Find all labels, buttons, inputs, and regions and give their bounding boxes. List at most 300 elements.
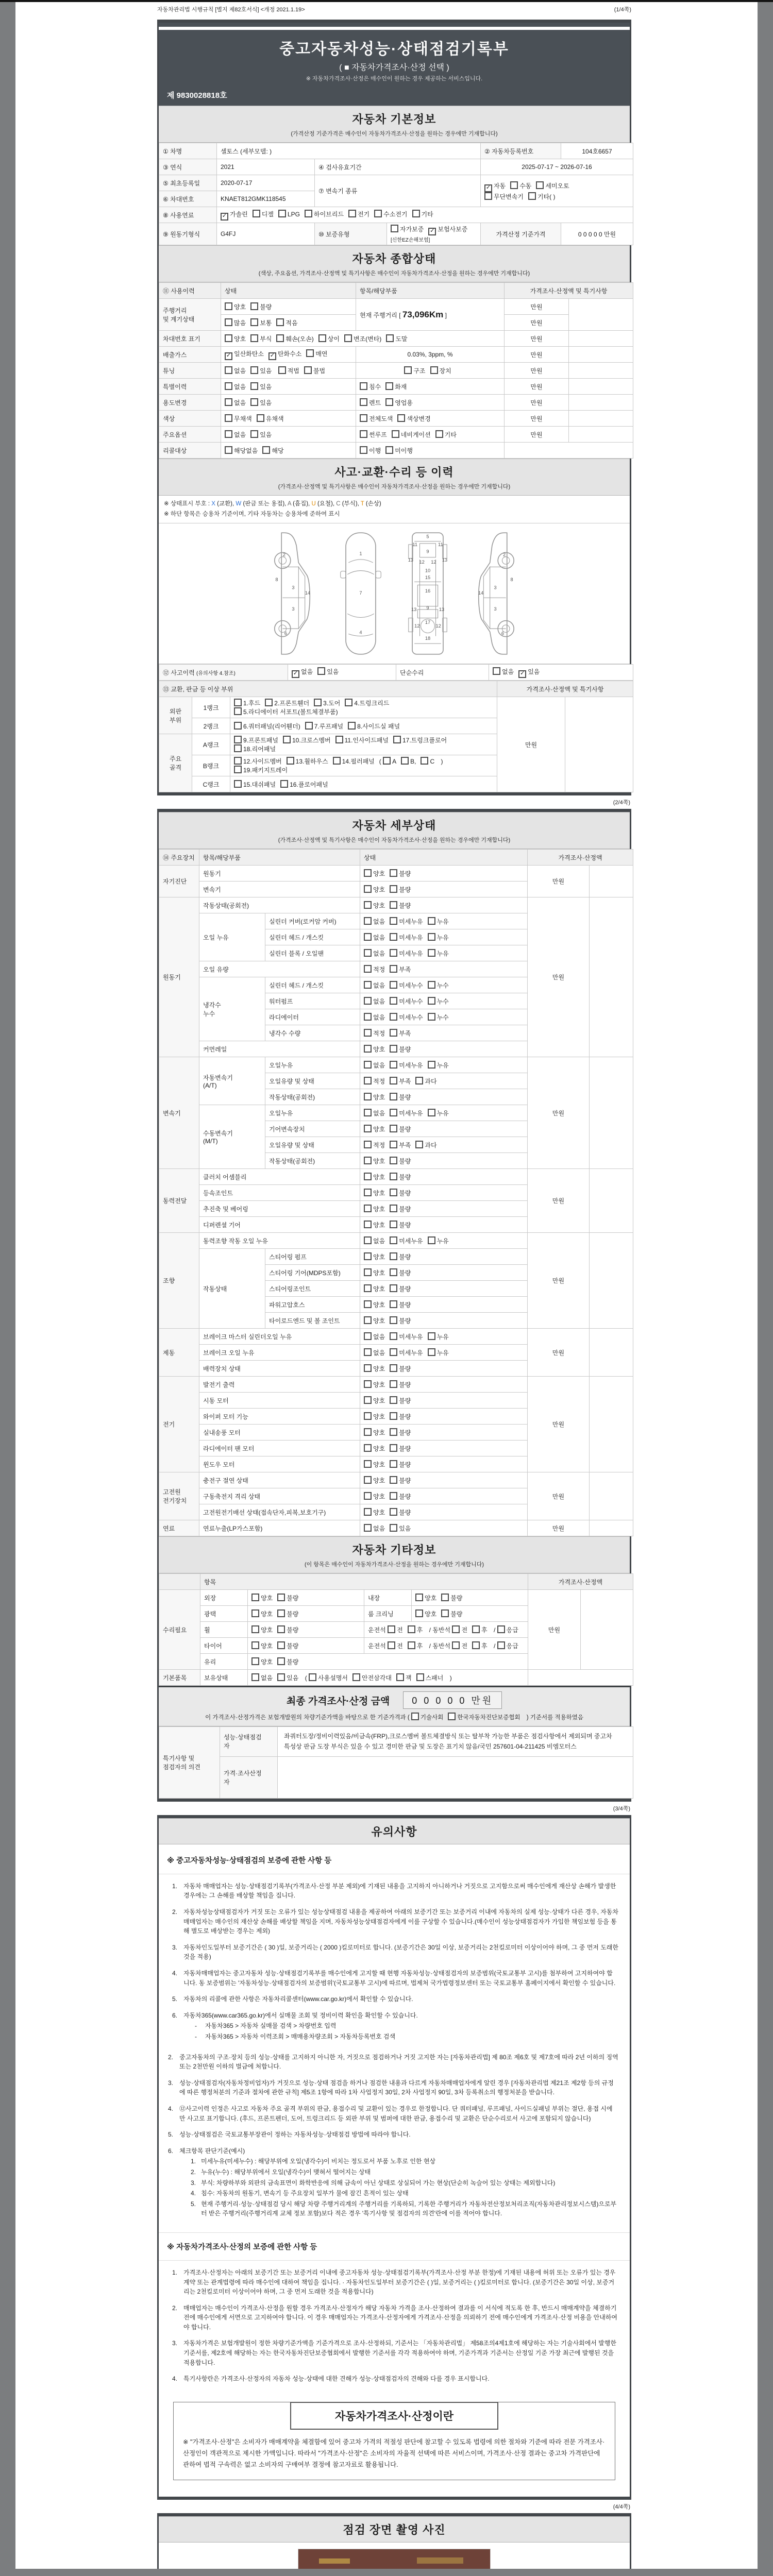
text: A랭크 [203, 741, 220, 749]
empty-box-icon [257, 414, 264, 422]
table-cell [265, 993, 360, 1009]
empty-box-icon [397, 414, 405, 422]
table-cell [590, 1329, 633, 1377]
checkbox-양호 [364, 1125, 385, 1133]
checkbox-label: 전기 [357, 210, 370, 218]
checkbox-미세누수 [390, 997, 423, 1006]
text: 상태 [225, 287, 237, 295]
checkbox-label: 누수 [436, 981, 449, 989]
final-price-note [164, 1713, 625, 1721]
empty-box-icon [280, 780, 288, 788]
checkbox-17.트렁크플로어 [393, 736, 447, 744]
text: (판금 또는 용접), [241, 501, 288, 507]
section-subtitle: (가격산정 기준가격은 매수인이 자동차가격조사·산정을 원하는 경우에만 기재합니다) [291, 131, 498, 137]
checkbox-label: 양호 [373, 1253, 385, 1261]
text: 휠 [204, 1626, 210, 1634]
text: ⑧ 사용연료 [163, 211, 194, 219]
document-page [15, 2, 758, 2569]
empty-box-icon [364, 933, 372, 941]
empty-box-icon [428, 997, 435, 1005]
checkbox-한국자동차진단보증협회 [448, 1713, 520, 1721]
checkbox-label: 불량 [450, 1610, 463, 1618]
table-cell [412, 1590, 528, 1606]
checkbox-부족 [390, 1077, 411, 1086]
checkbox-label: 9.프론트패널 [243, 737, 278, 744]
table-cell [528, 1574, 633, 1590]
text: 누수 [203, 1010, 215, 1018]
checkbox-5.라디에이터 서포트(볼트체결부품) [234, 707, 338, 716]
notice-a-items [159, 1874, 630, 2053]
text: ] [443, 311, 447, 319]
checkbox-label: C [430, 758, 435, 766]
table-cell [505, 331, 569, 347]
checkbox-세미오토 [536, 181, 569, 190]
table-cell [230, 697, 497, 718]
table-cell [159, 1590, 200, 1670]
checkbox-label: 없음 [373, 1349, 385, 1357]
notice-item: 2. 자동차성능상태점검자가 거짓 또는 오류가 있는 성능상태점검 내용을 제공하여 아래의 보증기간 또는 보증거리 이내에 자동차의 실제 성능·상태가 다른 경우, 자동차매매업자는 매수인의 재산상 손해를 배상할 책임을 지며, 자동차성능상태점검자에게 이를 구상할 수 있습니다.(매수인이 성능상태점검자가 가입한 책임보험 등을 통해 별도로 배상받는 경우는 제외) [172, 1908, 619, 1935]
text: ⑨ 원동기형식 [163, 230, 200, 238]
checkbox-label: 수소전기 [383, 210, 408, 218]
car-diagram-bottom [403, 530, 452, 657]
table-cell [360, 1456, 528, 1472]
checkbox-스패너 [416, 1673, 444, 1682]
table-cell [364, 1622, 528, 1638]
section-title: 사고·교환·수리 등 이력 [334, 466, 454, 479]
svg-text:13: 13 [442, 557, 448, 563]
text: 오일누유 [269, 1061, 293, 1069]
checkbox-불량 [390, 1284, 411, 1293]
table-cell [200, 1622, 248, 1638]
checkbox-label: 양호 [373, 1205, 385, 1213]
svg-text:13: 13 [408, 557, 414, 563]
empty-box-icon [318, 334, 326, 342]
table-cell [220, 1756, 278, 1798]
checkbox-무단변속기 [484, 192, 524, 201]
empty-box-icon [452, 1641, 460, 1649]
empty-box-icon [364, 949, 372, 957]
empty-box-icon [448, 1713, 456, 1720]
checkbox-적정 [364, 1029, 385, 1038]
table-cell [221, 443, 356, 459]
table-cell [360, 1409, 528, 1425]
text: ⑬ 교환, 판금 등 이상 부위 [163, 685, 233, 693]
notice-item: 4. 자동차매매업자는 중고자동차 성능·상태점검기록부를 매수인에게 고지할 때 현행 자동차성능·상태점검자의 보증범위(국토교통부 고시)를 첨부하여 고지하여야 합니다. 동 보증범위는 '자동차성능·상태점검자의 보증범위'(국토교통부 고시)에 따르며, 법제처 국가법령정보센터 또는 국토교통부 홈페이지에서 확인할 수 있습니다. [172, 1970, 616, 1987]
table-cell [159, 1727, 220, 1799]
text: (흠집), [291, 501, 312, 507]
checkbox-label: 불량 [399, 1381, 411, 1388]
empty-box-icon [428, 917, 435, 925]
empty-box-icon [364, 1476, 372, 1484]
table-cell [360, 1121, 528, 1137]
checkbox-label: 누유 [436, 1333, 449, 1341]
notice-item: 3. 자동차인도일부터 보증기간은 ( 30 )일, 보증거리는 ( 2000 )킬로미터로 합니다. (보증기간은 30일 이상, 보증거리는 2천킬로미터 이상이어야 하며, 그 중 먼저 도래한 것을 적용) [172, 1943, 618, 1961]
checkbox-label: 보험사보증 [438, 226, 468, 233]
checkbox-label: 양호 [261, 1594, 273, 1602]
checkbox-있음 [250, 366, 272, 375]
text: 만원 [530, 319, 543, 327]
empty-box-icon [390, 1205, 397, 1212]
table-cell [199, 850, 360, 866]
checkbox-양호 [251, 1657, 273, 1666]
checkbox-후 [408, 1625, 423, 1634]
checkbox-있음 [250, 382, 272, 391]
checkbox-label: 불량 [287, 1594, 299, 1602]
table-cell [199, 1361, 360, 1377]
empty-box-icon [390, 933, 397, 941]
table-cell [590, 1472, 633, 1520]
empty-box-icon [276, 334, 284, 342]
checkbox-label: 불량 [287, 1658, 299, 1666]
text: 가격조사·산정액 및 특기사항 [526, 685, 604, 693]
text: 전기장치 [163, 1497, 187, 1505]
table-cell [528, 866, 590, 897]
checkbox-화재 [385, 382, 407, 391]
empty-box-icon [388, 1625, 395, 1633]
checkbox-상이 [318, 334, 340, 343]
text: 만원 [530, 335, 543, 343]
table-cell [199, 1105, 265, 1169]
table-cell [159, 1057, 199, 1169]
table-cell [265, 929, 360, 945]
table-cell [217, 143, 481, 159]
text: 원동기 [203, 870, 221, 877]
checkbox-12.사이드멤버 [234, 757, 282, 766]
table-cell [360, 1472, 528, 1488]
checkbox-양호 [364, 1157, 385, 1165]
empty-box-icon [364, 1428, 372, 1436]
checkbox-label: 양호 [373, 886, 385, 893]
checkbox-label: 없음 [373, 918, 385, 925]
checkbox-label: 불량 [399, 1477, 411, 1484]
checkbox-양호 [364, 1093, 385, 1101]
empty-box-icon [385, 382, 393, 390]
text: 2020-07-17 [221, 179, 253, 187]
table-cell [199, 1425, 360, 1440]
empty-box-icon [253, 210, 260, 217]
checkbox-미세누유 [390, 949, 423, 958]
table-cell [192, 718, 230, 734]
text: W [236, 501, 242, 507]
empty-box-icon [234, 722, 242, 730]
table-cell [356, 427, 505, 443]
checkbox-누유 [428, 917, 449, 926]
table-cell [200, 1574, 528, 1590]
checkbox-있음 [250, 430, 272, 439]
checkbox-label: 네비게이션 [400, 431, 431, 438]
svg-text:18: 18 [425, 635, 431, 641]
checkbox-불량 [390, 1205, 411, 1213]
svg-text:9: 9 [426, 605, 429, 611]
checkbox-label: 미세누유 [399, 950, 423, 957]
empty-box-icon [348, 210, 356, 217]
checkbox-label: 양호 [373, 902, 385, 909]
text: 브레이크 오일 누유 [203, 1349, 255, 1357]
text: (A/T) [203, 1081, 217, 1089]
table-cell [248, 1606, 364, 1622]
empty-box-icon [225, 318, 232, 326]
checkbox-양호 [251, 1609, 273, 1618]
text: 셀토스 (세부모델: ) [221, 147, 272, 155]
empty-box-icon [251, 1594, 259, 1601]
page-number-3: (3/4쪽) [613, 1805, 630, 1812]
checkbox-없음 [364, 1109, 385, 1117]
text: 좌쿼터도장/정비이력있음/비금속(FRP),크로스멤버 볼트체결방식 또는 탈부착 가능한 부품은 점검사항에서 제외되며 중고차 특성상 판금 도장 부식은 있을 수 있고 경미한 판금 및 도장은 표기치 않음/국민 257601-04-211425 비엠모터스 [284, 1733, 612, 1751]
empty-box-icon [390, 949, 397, 957]
page-number-4: (4/4쪽) [613, 2504, 630, 2511]
empty-box-icon [390, 1348, 397, 1356]
notice-item: 6. 자동차365(www.car365.go.kr)에서 실매물 조회 및 정비이력 확인을 확인할 수 있습니다. - 자동차365 > 자동차 실매물 검색 > 차량번호 입력 - 자동차365 > 자동차 이력조회 > 매매용차량조회 > 자동차등록번호 검색 [172, 2011, 618, 2043]
table-cell [159, 175, 217, 191]
table-cell [159, 681, 497, 697]
text: 파워고압호스 [269, 1301, 305, 1309]
checkbox-15.대쉬패널 [234, 780, 276, 789]
text: 동력전달 [163, 1197, 187, 1205]
checkbox-label: LPG [287, 210, 300, 218]
checkbox-label: 불량 [399, 1157, 411, 1165]
empty-box-icon [374, 210, 382, 217]
checkbox-label: 기타 [421, 210, 433, 218]
text: 충전구 절연 상태 [203, 1477, 248, 1484]
checked-box-icon: ✓ [484, 184, 492, 192]
empty-box-icon [386, 334, 394, 342]
empty-box-icon [364, 917, 372, 925]
text: 만원 [530, 367, 543, 375]
checkbox-불량 [390, 1189, 411, 1197]
table-cell [590, 1520, 633, 1536]
table-cell [360, 1105, 528, 1121]
text: ※ 상태표시 부호 : [164, 501, 212, 507]
checkbox-누수 [428, 1013, 449, 1022]
table-cell [159, 395, 221, 411]
empty-box-icon [364, 1412, 372, 1420]
empty-box-icon [385, 398, 393, 406]
checkbox-썬루프 [360, 430, 387, 439]
table-cell [265, 1121, 360, 1137]
notice-subitem: - 자동차365 > 자동차 이력조회 > 매매용차량조회 > 자동차등록번호 검색 [195, 2033, 396, 2040]
checkbox-label: 전 [461, 1626, 468, 1634]
checkbox-없음 [364, 917, 385, 926]
table-cell [360, 1440, 528, 1456]
table-cell [356, 379, 505, 395]
empty-box-icon [428, 981, 435, 989]
table-cell [248, 1622, 364, 1638]
checkbox-없음 [364, 1348, 385, 1357]
text: 커먼레일 [203, 1045, 227, 1053]
table-cell [360, 1041, 528, 1057]
table-cell [590, 1169, 633, 1233]
table-cell [360, 1057, 528, 1073]
empty-box-icon [360, 382, 367, 390]
text: 상태 [364, 854, 376, 861]
checked-box-icon: ✓ [268, 352, 276, 360]
table-cell [199, 1456, 360, 1472]
notice-item: 5. 자동차의 리콜에 관한 사항은 자동차리콜센터(www.car.go.kr)에서 확인할 수 있습니다. [172, 1995, 413, 2003]
checkbox-label: 6.쿼터패널(리어휀더) [243, 722, 300, 730]
checkbox-label: 불량 [450, 1594, 463, 1602]
text: ① 차명 [163, 147, 182, 155]
text: B랭크 [203, 762, 220, 770]
checkbox-label: 4.트렁크리드 [354, 700, 390, 707]
checkbox-불량 [390, 1316, 411, 1325]
empty-box-icon [277, 1594, 285, 1601]
checkbox-양호 [225, 334, 246, 343]
table-cell [528, 1169, 590, 1233]
checkbox-label: 안전삼각대 [362, 1674, 392, 1682]
text: / [492, 1642, 497, 1650]
empty-box-icon [493, 667, 500, 675]
empty-box-icon [250, 302, 258, 310]
checkbox-label: 양호 [373, 1493, 385, 1500]
checkbox-label: 양호 [373, 870, 385, 877]
form-reference: 자동차관리법 시행규칙 [별지 제82호서식] <개정 2021.1.19> [157, 7, 305, 13]
text: 색상 [163, 415, 175, 422]
empty-box-icon [390, 1508, 397, 1516]
svg-text:14: 14 [305, 590, 311, 596]
checkbox-후 [472, 1625, 488, 1634]
text: 유리 [204, 1658, 216, 1666]
empty-box-icon [390, 1093, 397, 1100]
svg-text:12: 12 [419, 560, 425, 565]
checkbox-label: 부족 [399, 965, 411, 973]
table-cell [364, 1606, 412, 1622]
table-cell [505, 443, 633, 459]
table-cell [265, 1137, 360, 1153]
section-title: 자동차 세부상태 [352, 819, 436, 833]
text: 만원 [552, 1349, 565, 1357]
checkbox-있음 [390, 1524, 411, 1533]
text: 브레이크 마스터 실린더오일 누유 [203, 1333, 292, 1341]
text: 제동 [163, 1349, 175, 1357]
svg-text:4: 4 [359, 630, 362, 635]
price-survey-select: ( ■ 자동차가격조사·산정 선택 ) [339, 63, 449, 72]
empty-box-icon [364, 997, 372, 1005]
table-cell [199, 1504, 360, 1520]
table-cell [360, 1345, 528, 1361]
text: 디퍼렌셜 기어 [203, 1221, 241, 1229]
passenger-car-note: ※ 하단 항목은 승용차 기준이며, 기타 자동차는 승용차에 준하여 표시 [164, 511, 340, 517]
empty-box-icon [364, 1364, 372, 1372]
empty-box-icon [364, 1141, 372, 1148]
table-cell [360, 1009, 528, 1025]
empty-box-icon [497, 1641, 505, 1649]
table-cell [199, 1057, 265, 1105]
checkbox-불량 [277, 1609, 298, 1618]
svg-text:6: 6 [501, 631, 505, 636]
checkbox-8.사이드실 패널 [348, 722, 400, 731]
document-number: 제 9830028818호 [167, 91, 227, 100]
text: 만원 [530, 415, 543, 422]
text: 오일유량 및 상태 [269, 1141, 314, 1149]
text: 1랭크 [203, 704, 219, 711]
text: 만원 [530, 399, 543, 406]
checkbox-label: 불량 [399, 1285, 411, 1293]
checked-box-icon: ✓ [428, 228, 436, 235]
table-cell [230, 776, 497, 792]
checkbox-label: 누유 [436, 950, 449, 957]
table-cell [159, 159, 217, 175]
checkbox-있음 [317, 667, 339, 676]
checkbox-label: 적정 [373, 1029, 385, 1037]
checkbox-양호 [364, 1316, 385, 1325]
other-info-table [159, 1573, 633, 1686]
svg-text:3: 3 [494, 585, 497, 590]
checkbox-label: 불량 [399, 1269, 411, 1277]
text: 부위 [169, 716, 182, 724]
empty-box-icon [383, 757, 391, 765]
empty-box-icon [390, 1460, 397, 1468]
table-cell [265, 1265, 360, 1281]
checkbox-없음 [364, 1524, 385, 1533]
empty-box-icon [385, 446, 393, 454]
checkbox-렌트 [360, 398, 381, 407]
empty-box-icon [364, 1077, 372, 1084]
table-cell [265, 1009, 360, 1025]
empty-box-icon [390, 1061, 397, 1069]
checkbox-label: 불량 [287, 1626, 299, 1634]
text: 보유상태 [204, 1674, 228, 1682]
table-cell [288, 665, 396, 681]
checkbox-label: 양호 [261, 1610, 273, 1618]
table-cell [360, 993, 528, 1009]
checkbox-label: 14.필러패널 [342, 758, 375, 766]
checkbox-label: 양호 [373, 1429, 385, 1436]
checkbox-14.필러패널 [333, 757, 375, 766]
table-cell [221, 331, 505, 347]
empty-box-icon [364, 1396, 372, 1404]
checkbox-LPG [278, 210, 300, 218]
table-cell [396, 665, 489, 681]
notice-item: 4. 특기사항란은 가격조사·산정자의 자동차 성능·상태에 대한 견해가 성능·상태점검자의 견해와 다를 경우 표시합니다. [172, 2375, 490, 2383]
checkbox-label: 불량 [399, 1493, 411, 1500]
text: 수리필요 [163, 1626, 187, 1634]
text: 현재 주행거리 [ [360, 311, 402, 319]
checkbox-label: 불량 [399, 1205, 411, 1213]
notice-item: 1. 자동차 매매업자는 성능·상태점검기록부(가격조사·산정 부분 제외)에 기재된 내용을 고지하지 아니하거나 거짓으로 고지함으로써 매수인에게 재산상 손해가 발생한 경우에는 그 손해를 배상할 책임을 집니다. [172, 1882, 616, 1900]
empty-box-icon [390, 1029, 397, 1037]
checkbox-label: 양호 [373, 1397, 385, 1404]
text: 0.03%, 3ppm, % [407, 351, 453, 358]
empty-box-icon [412, 210, 420, 217]
checkbox-label: 없음 [373, 981, 385, 989]
checkbox-기타( ) [528, 192, 556, 201]
empty-box-icon [234, 707, 242, 715]
text: 스티어링 기어(MDPS포함) [269, 1269, 341, 1277]
checkbox-label: 불량 [399, 1397, 411, 1404]
table-cell [199, 1233, 360, 1249]
table-cell [265, 977, 360, 993]
text: 작동상태(공회전) [269, 1093, 315, 1101]
checkbox-전 [452, 1641, 467, 1650]
checkbox-label: 2.프론트휀더 [274, 700, 310, 707]
checkbox-13.휠하우스 [287, 757, 328, 766]
text: 가격조사·산정액 및 특기사항 [530, 287, 608, 295]
table-cell [217, 223, 315, 245]
checkbox-불법 [304, 366, 325, 375]
checkbox-label: 매연 [315, 350, 328, 358]
checkbox-label: 없음 [373, 1333, 385, 1341]
table-cell [159, 207, 217, 223]
empty-box-icon [364, 981, 372, 989]
checkbox-label: 7.루프패널 [314, 722, 344, 730]
inspector-opinion-table [159, 1726, 633, 1799]
checkbox-label: 있음 [287, 1674, 299, 1682]
checkbox-label: 부족 [399, 1077, 411, 1085]
svg-text:12: 12 [431, 560, 436, 565]
car-diagram-right-side [470, 530, 519, 657]
checkbox-자가보증 [391, 225, 424, 233]
text: 주행거리 [163, 307, 187, 314]
